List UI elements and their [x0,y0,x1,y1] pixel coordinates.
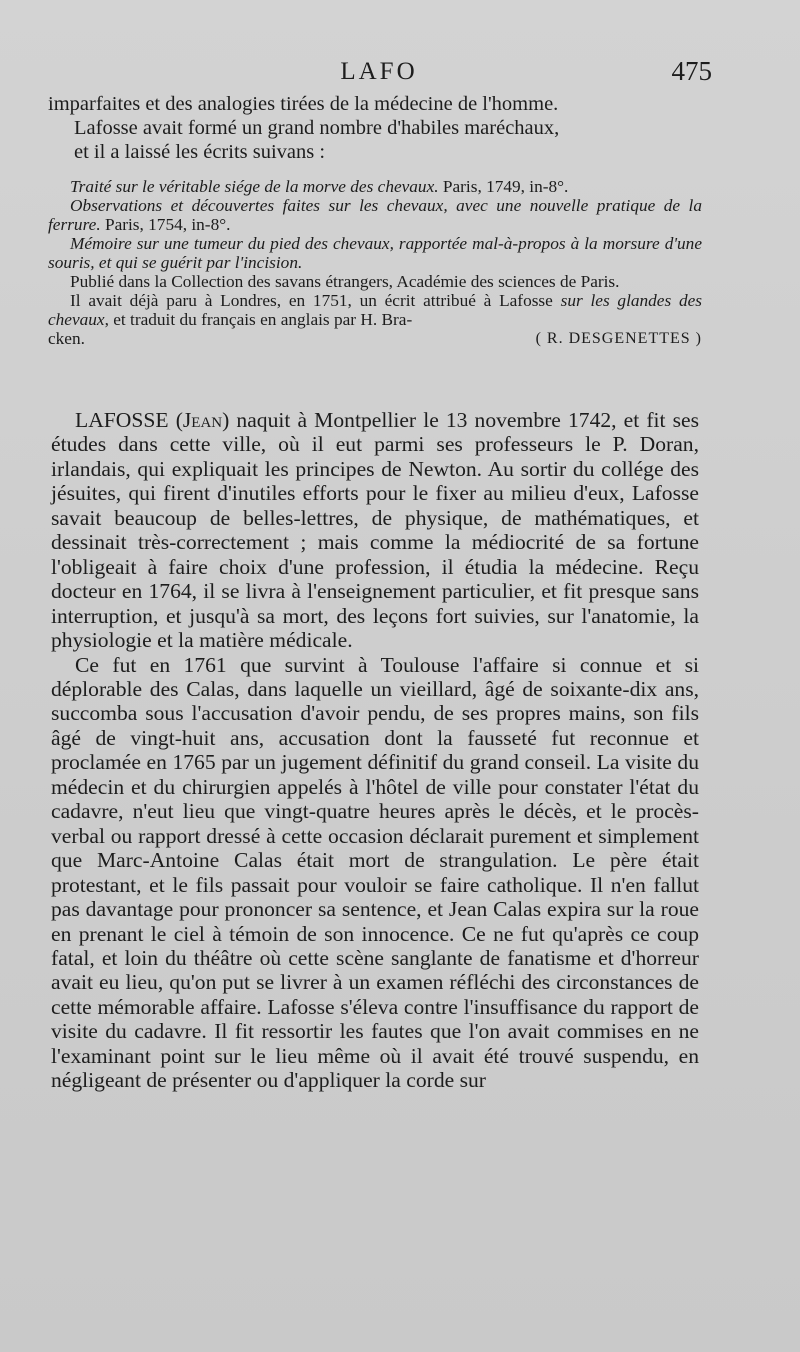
previous-article-end [48,92,702,348]
article-paragraph: LAFOSSE (Jean) naquit à Montpellier le 13 novembre 1742, et fit ses études dans cette ville, où il eut parmi ses professeurs le P. Doran, irlandais, qui expliquait les principes de Newton. Au sortir du collége des jésuites, qui firent d'inutiles efforts pour le fixer au milieu d'eux, Lafosse savait beaucoup de belles-lettres, de physique, de mathématiques, et dessinait très-correctement ; mais comme la médiocrité de sa fortune l'obligeait à faire choix d'une profession, il étudia la médecine. Reçu docteur en 1764, il se livra à l'enseignement particulier, et fit presque sans interruption, et jusqu'à sa mort, des leçons fort suivies, sur l'anatomie, la physiologie et la matière médicale. [51,408,699,653]
article-paragraph: Ce fut en 1761 que survint à Toulouse l'affaire si connue et si déplorable des Calas, dans laquelle un vieillard, âgé de soixante-dix ans, succomba sous l'accusation d'avoir pendu, de ses propres mains, son fils âgé de vingt-huit ans, accusation dont la fausseté fut reconnue et proclamée en 1765 par un jugement définitif du grand conseil. La visite du médecin et du chirurgien appelés à l'hôtel de ville pour constater l'état du cadavre, n'eut lieu que vingt-quatre heures après le décès, et le procès-verbal ou rapport dressé à cette occasion déclarait purement et simplement que Marc-Antoine Calas était mort de strangulation. Le père était protestant, et le fils passait pour vouloir se faire catholique. Il n'en fallut pas davantage pour prononcer sa sentence, et Jean Calas expira sur la roue en prenant le ciel à témoin de son innocence. Ce ne fut qu'après ce coup fatal, et loin du théâtre où cette scène sanglante de fanatisme et d'horreur avait eu lieu, qu'on put se livrer à un examen réfléchi des circonstances de cette mémorable affaire. Lafosse s'éleva contre l'insuffisance du rapport de visite du cadavre. Il fit ressortir les fautes que l'on avait commises en ne l'examinant point sur le lieu même où il avait été trouvé suspendu, en négligeant de présenter ou d'appliquer la corde sur [51,652,699,1093]
london-text: , et traduit du français en anglais par H. Bra- [104,310,413,329]
bibliography-entry [48,196,702,234]
work-title: Observations et découvertes faites sur les chevaux, avec une nouvelle pratique de la ferrure. [48,196,702,234]
author-signature: ( R. DESGENETTES ) [535,330,702,347]
london-title: sur les glandes des chevaux [48,291,702,329]
paragraph-text: naquit à Montpellier le 13 novembre 1742, et fit ses études dans cette ville, où il eut parmi ses professeurs le P. Doran, irlandais, qui expliquait les principes de Newton. Au sortir du collége des jésuites, qui firent d'inutiles efforts pour le fixer au milieu d'eux, Lafosse savait beaucoup de belles-lettres, de physique, de mathématiques, et dessinait très-correctement ; mais comme la médiocrité de sa fortune l'obligeait à faire choix d'une profession, il étudia la médecine. Reçu docteur en 1764, il se livra à l'enseignement particulier, et fit presque sans interruption, et jusqu'à sa mort, des leçons fort suivies, sur l'anatomie, la physiologie et la matière médicale. [51,408,699,653]
work-title: Traité sur le véritable siége de la morve des chevaux. [70,177,439,196]
work-detail: Paris, 1754, in-8°. [100,215,231,234]
signature-line [48,329,702,348]
page-header [0,58,800,92]
text-line: imparfaites et des analogies tirées de la médecine de l'homme. [48,93,559,115]
page-number: 475 [671,56,712,86]
london-text-end: cken. [48,329,85,348]
article-given-name: Jean [182,408,223,432]
bibliography-entry [48,234,702,272]
bibliography-entry [48,177,702,196]
article-lafosse-jean [51,408,699,1093]
text-line: Lafosse avait formé un grand nombre d'habiles maréchaux, [74,117,560,139]
london-text: Il avait déjà paru à Londres, en 1751, un écrit attribué à Lafosse [70,291,553,310]
work-detail: Paris, 1749, in-8°. [438,177,569,196]
text-line: et il a laissé les écrits suivans : [74,141,326,163]
publication-note: Publié dans la Collection des savans étrangers, Académie des sciences de Paris. [70,272,620,291]
work-title: Mémoire sur une tumeur du pied des chevaux, rapportée mal-à-propos à la morsure d'une souris, et qui se guérit par l'incision. [48,234,702,272]
london-note [48,291,702,329]
article-name: LAFOSSE [75,408,169,432]
running-head: LAFO [340,58,418,85]
